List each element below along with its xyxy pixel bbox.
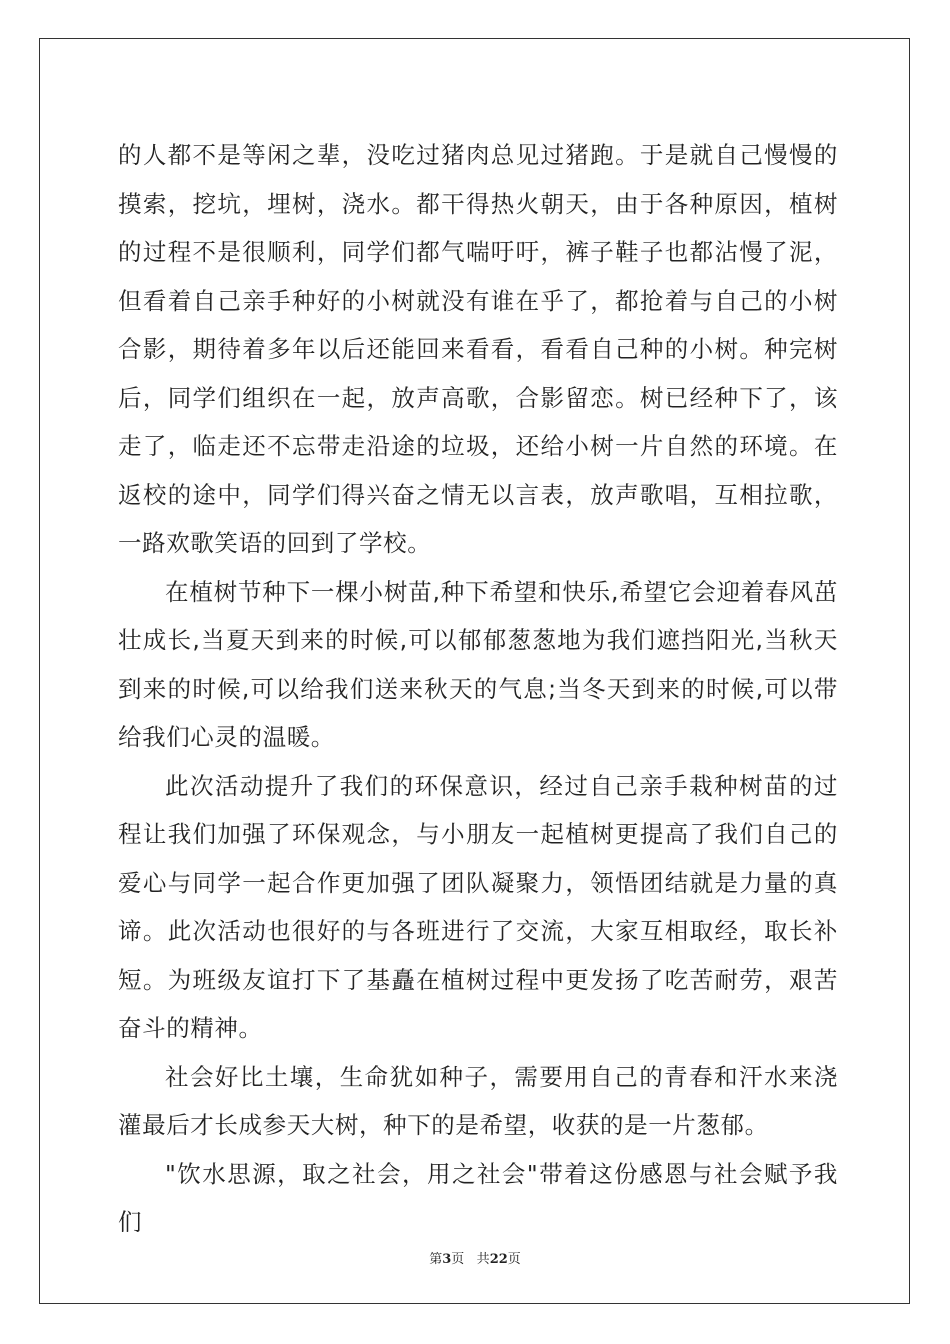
page-prefix: 第 (429, 1252, 443, 1267)
paragraph-society-soil: 社会好比土壤，生命犹如种子，需要用自己的青春和汗水来浇灌最后才长成参天大树，种下的是希望，收获的是一片葱郁。 (118, 1062, 838, 1139)
total-suffix: 页 (507, 1252, 521, 1267)
paragraph-tree-sapling: 在植树节种下一棵小树苗,种下希望和快乐,希望它会迎着春风茁壮成长,当夏天到来的时候,可以郁郁葱葱地为我们遮挡阳光,当秋天到来的时候,可以给我们送来秋天的气息;当冬天到来的时候,可以带给我们心灵的温暖。 (118, 577, 838, 751)
total-page-count: 22 (489, 1252, 508, 1267)
current-page-number: 3 (442, 1252, 452, 1267)
document-body (118, 131, 838, 1247)
page-footer (0, 1248, 950, 1267)
page-suffix: 页 (451, 1252, 465, 1267)
total-prefix: 共 (476, 1252, 490, 1267)
paragraph-continuation: 的人都不是等闲之辈，没吃过猪肉总见过猪跑。于是就自己慢慢的摸索，挖坑，埋树，浇水。都干得热火朝天，由于各种原因，植树的过程不是很顺利，同学们都气喘吁吁，裤子鞋子也都沾慢了泥，但看着自己亲手种好的小树就没有谁在乎了，都抢着与自己的小树合影，期待着多年以后还能回来看看，看看自己种的小树。种完树后，同学们组织在一起，放声高歌，合影留恋。树已经种下了，该走了，临走还不忘带走沿途的垃圾，还给小树一片自然的环境。在返校的途中，同学们得兴奋之情无以言表，放声歌唱，互相拉歌，一路欢歌笑语的回到了学校。 (118, 141, 838, 557)
paragraph-activity-summary: 此次活动提升了我们的环保意识，经过自己亲手栽种树苗的过程让我们加强了环保观念，与小朋友一起植树更提高了我们自己的爱心与同学一起合作更加强了团队凝聚力，领悟团结就是力量的真谛。此次活动也很好的与各班进行了交流，大家互相取经，取长补短。为班级友谊打下了基矗在植树过程中更发扬了吃苦耐劳，艰苦奋斗的精神。 (118, 771, 838, 1042)
paragraph-gratitude: "饮水思源，取之社会，用之社会"带着这份感恩与社会赋予我们 (118, 1159, 838, 1236)
